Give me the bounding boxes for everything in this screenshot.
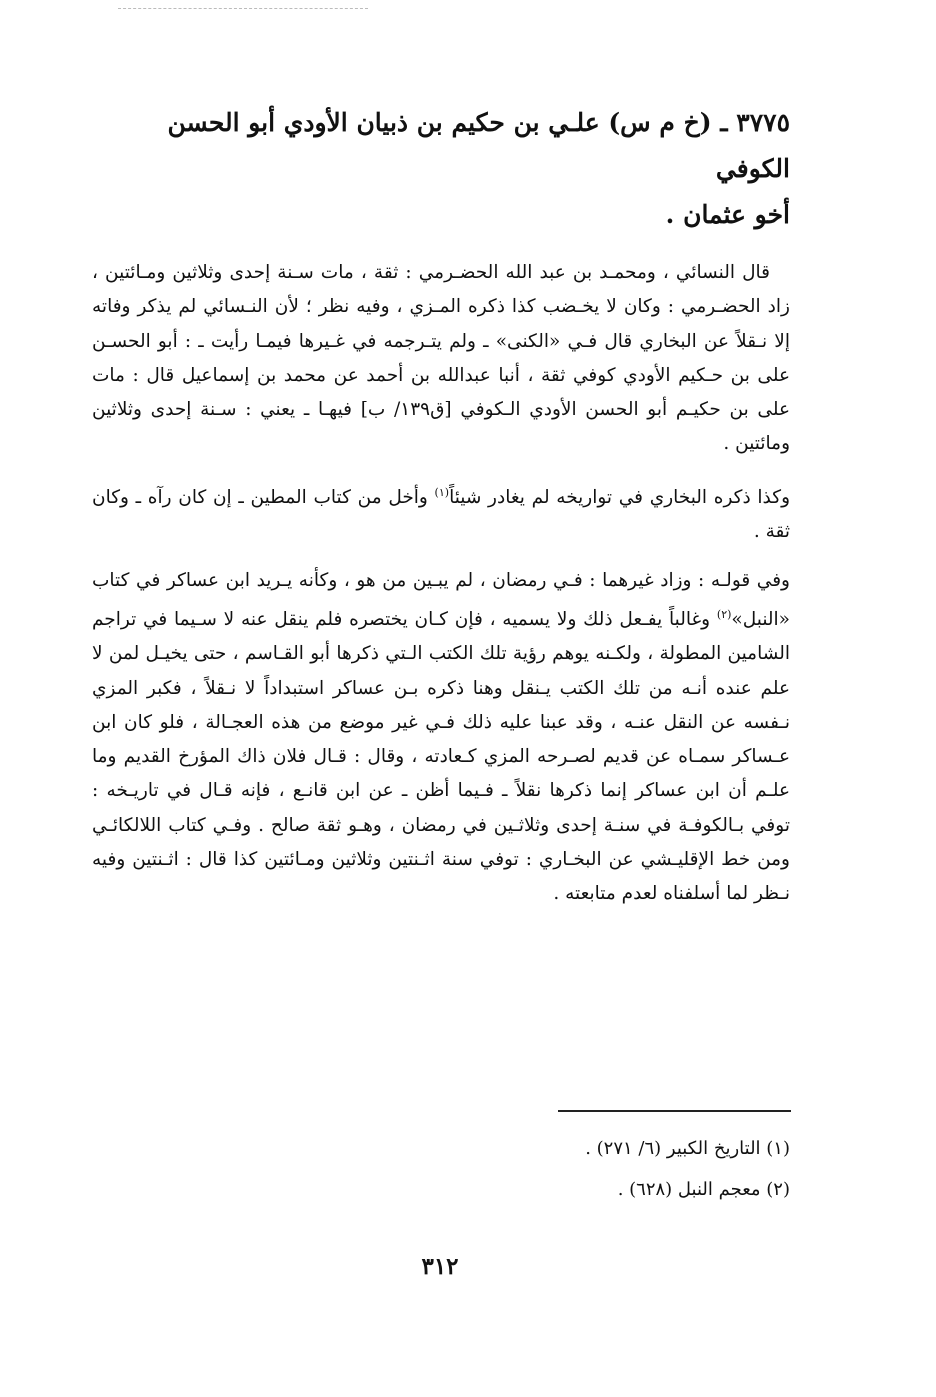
footnote-separator bbox=[558, 1110, 791, 1112]
paragraph-2-tail: وأخل من كتاب المطين ـ إن كان رآه ـ وكان ثقة . bbox=[92, 486, 790, 543]
entry-heading-line1: ٣٧٧٥ ـ (خ م س) علـي بن حكيم بن ذبيان الأودي أبو الحسن الكوفي bbox=[167, 108, 790, 183]
paragraph-1: قال النسائي ، ومحمـد بن عبد الله الحضـرمي : ثقة ، مات سـنة إحدى وثلاثين ومـائتين ، زاد الحضـرمي : وكان لا يخـضب كذا ذكره المـزي ، وفيه نظر ؛ لأن النـسائي لم يذكر وفاته إلا نـقلاً عن البخاري قال فـي «الكنى» ـ ولم يتـرجمه في غـيرها فيمـا رأيت ـ : أبو الحسـن على بن حـكيم الأودي كوفي ثقة ، أنبا عبدالله بن أحمد عن محمد بن إسماعيل قال : مات على بن حكيـم أبو الحسن الأودي الـكوفي [ق١٣٩/ ب] فيهـا ـ يعني : سـنة إحدى وثلاثين ومائتين . bbox=[92, 262, 790, 455]
main-text bbox=[92, 100, 790, 926]
paragraph-3-mid: وغالباً يفـعل ذلك ولا يسميه ، فإن كـان يختصره bbox=[349, 608, 717, 630]
paragraph-2 bbox=[92, 476, 790, 550]
paragraph-3 bbox=[92, 564, 790, 912]
paragraph-2-text: وكذا ذكره البخاري في تواريخه لم يغادر شيئاً bbox=[449, 486, 790, 508]
entry-heading-line2: أخو عثمان . bbox=[665, 200, 790, 229]
top-scan-rule bbox=[118, 8, 368, 9]
footnote-ref-2: (٢) bbox=[716, 607, 732, 621]
entry-heading bbox=[92, 100, 790, 238]
footnotes bbox=[400, 1128, 790, 1210]
page-number: ٣١٢ bbox=[421, 1253, 459, 1280]
paragraph-3-text: وفي قولـه : وزاد غيرهما : فـي رمضان ، لم يبـين من هو ، وكأنه يـريد ابن عساكر في كتاب «النبل» bbox=[92, 569, 790, 630]
paragraph-3-tail: فلم ينقل عنه لا سـيما في تراجم الشامين المطولة ، ولكـنه يوهم رؤية تلك الكتب الـتي ذكرها أبو القـاسم ، حتى يخيـل لمن لا علم عنده أنـه من تلك الكتب يـنقل وهنا ذكره بـن عساكر استبداداً لا نـقلاً ، فكبر المزي نـفسه عن النقل عنـه ، وقد عبنا عليه ذلك فـي غير موضع من هذه العجـالة ، فلو كان ابن عـساكر سمـاه عن قديم لصـرحه المزي كـعادته ، وقال : قـال فلان ذاك المؤرخ القديم وما علـم أن ابن عساكر إنما ذكرها نقلاً ـ فـيما أظن ـ عن ابن قانـع ، فإنه قـال في تاريـخه : توفي بـالكوفـة في سنـة إحدى وثلاثـين في رمضان ، وهـو ثقة صالح . وفـي كتاب اللالكائـي ومن خط الإقليـشي عن البخـاري : توفي سنة اثـنتين وثلاثين ومـائتين كذا قال : اثـنتين وفيه نـظر لما أسلفناه لعدم متابعته . bbox=[92, 608, 790, 905]
footnote-2: (٢) معجم النبل (٦٢٨) . bbox=[617, 1179, 790, 1200]
footnote-ref-1: (١) bbox=[434, 485, 450, 499]
footnote-1: (١) التاريخ الكبير (٦/ ٢٧١) . bbox=[585, 1138, 790, 1159]
